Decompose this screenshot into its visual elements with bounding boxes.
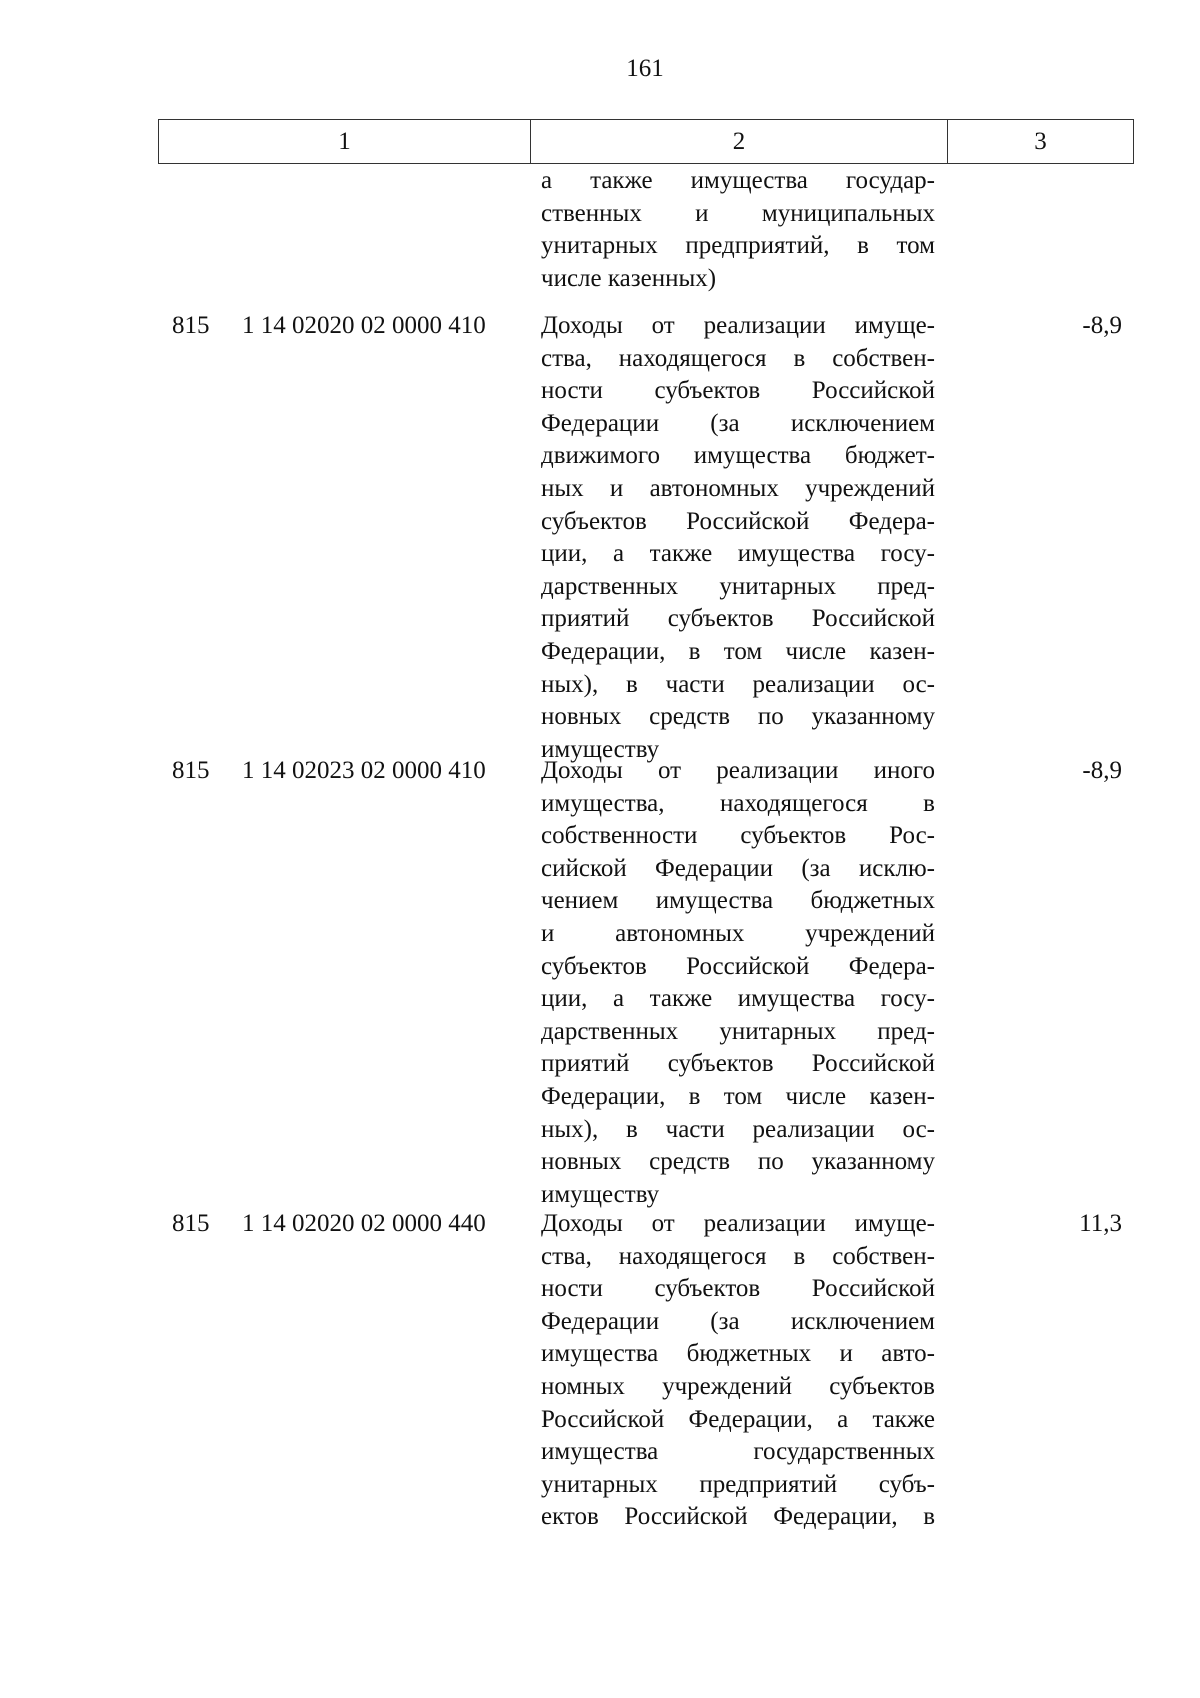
text-line: сийской Федерации (за исклю-: [541, 854, 935, 882]
text-line: движимого имущества бюджет-: [541, 442, 935, 470]
text-line: ектов Российской Федерации, в: [541, 1503, 935, 1531]
amount: 11,3: [1079, 1210, 1122, 1237]
text-line: ственных и муниципальных: [541, 199, 935, 227]
text-line: ции, а также имущества госу-: [541, 540, 935, 568]
text-line: Федерации, в том числе казен-: [541, 637, 935, 665]
text-line: номных учреждений субъектов: [541, 1372, 935, 1400]
table-header: [158, 119, 1134, 164]
text-line: новных средств по указанному: [541, 703, 935, 731]
page-number: 161: [626, 55, 664, 82]
text-line: ных), в части реализации ос-: [541, 1115, 935, 1143]
text-line: имущества, находящегося в: [541, 789, 935, 817]
text-line: ности субъектов Российской: [541, 377, 935, 405]
text-line: собственности субъектов Рос-: [541, 822, 935, 850]
text-line: унитарных предприятий, в том: [541, 232, 935, 260]
text-line: новных средств по указанному: [541, 1148, 935, 1176]
text-line: и автономных учреждений: [541, 919, 935, 947]
text-line: Российской Федерации, а также: [541, 1405, 935, 1433]
revenue-description: [541, 310, 935, 766]
text-line: приятий субъектов Российской: [541, 1050, 935, 1078]
text-line: ства, находящегося в собствен-: [541, 344, 935, 372]
header-cell-1: 1: [159, 120, 531, 163]
text-line: Доходы от реализации иного: [541, 757, 935, 784]
header-cell-2: 2: [531, 120, 948, 163]
text-line: субъектов Российской Федера-: [541, 952, 935, 980]
text-line: ности субъектов Российской: [541, 1275, 935, 1303]
admin-code: 815: [172, 312, 210, 339]
text-line: Федерации (за исключением: [541, 409, 935, 437]
amount: -8,9: [1082, 312, 1122, 339]
header-cell-3: 3: [1034, 128, 1047, 155]
text-line: дарственных унитарных пред-: [541, 572, 935, 600]
revenue-description: [541, 755, 935, 1211]
text-line: имущества государственных: [541, 1438, 935, 1466]
text-line: приятий субъектов Российской: [541, 605, 935, 633]
amount: -8,9: [1082, 757, 1122, 784]
text-line: ства, находящегося в собствен-: [541, 1242, 935, 1270]
admin-code: 815: [172, 1210, 210, 1237]
text-line: Доходы от реализации имуще-: [541, 1210, 935, 1237]
admin-code: 815: [172, 757, 210, 784]
text-line: ции, а также имущества госу-: [541, 985, 935, 1013]
budget-classification-code: 1 14 02020 02 0000 410: [242, 312, 486, 339]
text-line: имущества бюджетных и авто-: [541, 1340, 935, 1368]
text-line: Федерации (за исключением: [541, 1307, 935, 1335]
text-line: числе казенных): [541, 264, 717, 292]
text-line: имуществу: [541, 1180, 660, 1208]
text-line: субъектов Российской Федера-: [541, 507, 935, 535]
text-line: имуществу: [541, 735, 660, 763]
text-line: а также имущества государ-: [541, 167, 935, 194]
text-line: унитарных предприятий субъ-: [541, 1470, 935, 1498]
text-line: дарственных унитарных пред-: [541, 1017, 935, 1045]
text-line: ных), в части реализации ос-: [541, 670, 935, 698]
text-line: ных и автономных учреждений: [541, 474, 935, 502]
budget-classification-code: 1 14 02020 02 0000 440: [242, 1210, 486, 1237]
text-line: Федерации, в том числе казен-: [541, 1082, 935, 1110]
continuation-text: [541, 165, 935, 295]
text-line: Доходы от реализации имуще-: [541, 312, 935, 339]
budget-classification-code: 1 14 02023 02 0000 410: [242, 757, 486, 784]
revenue-description: [541, 1208, 935, 1534]
text-line: чением имущества бюджетных: [541, 887, 935, 915]
